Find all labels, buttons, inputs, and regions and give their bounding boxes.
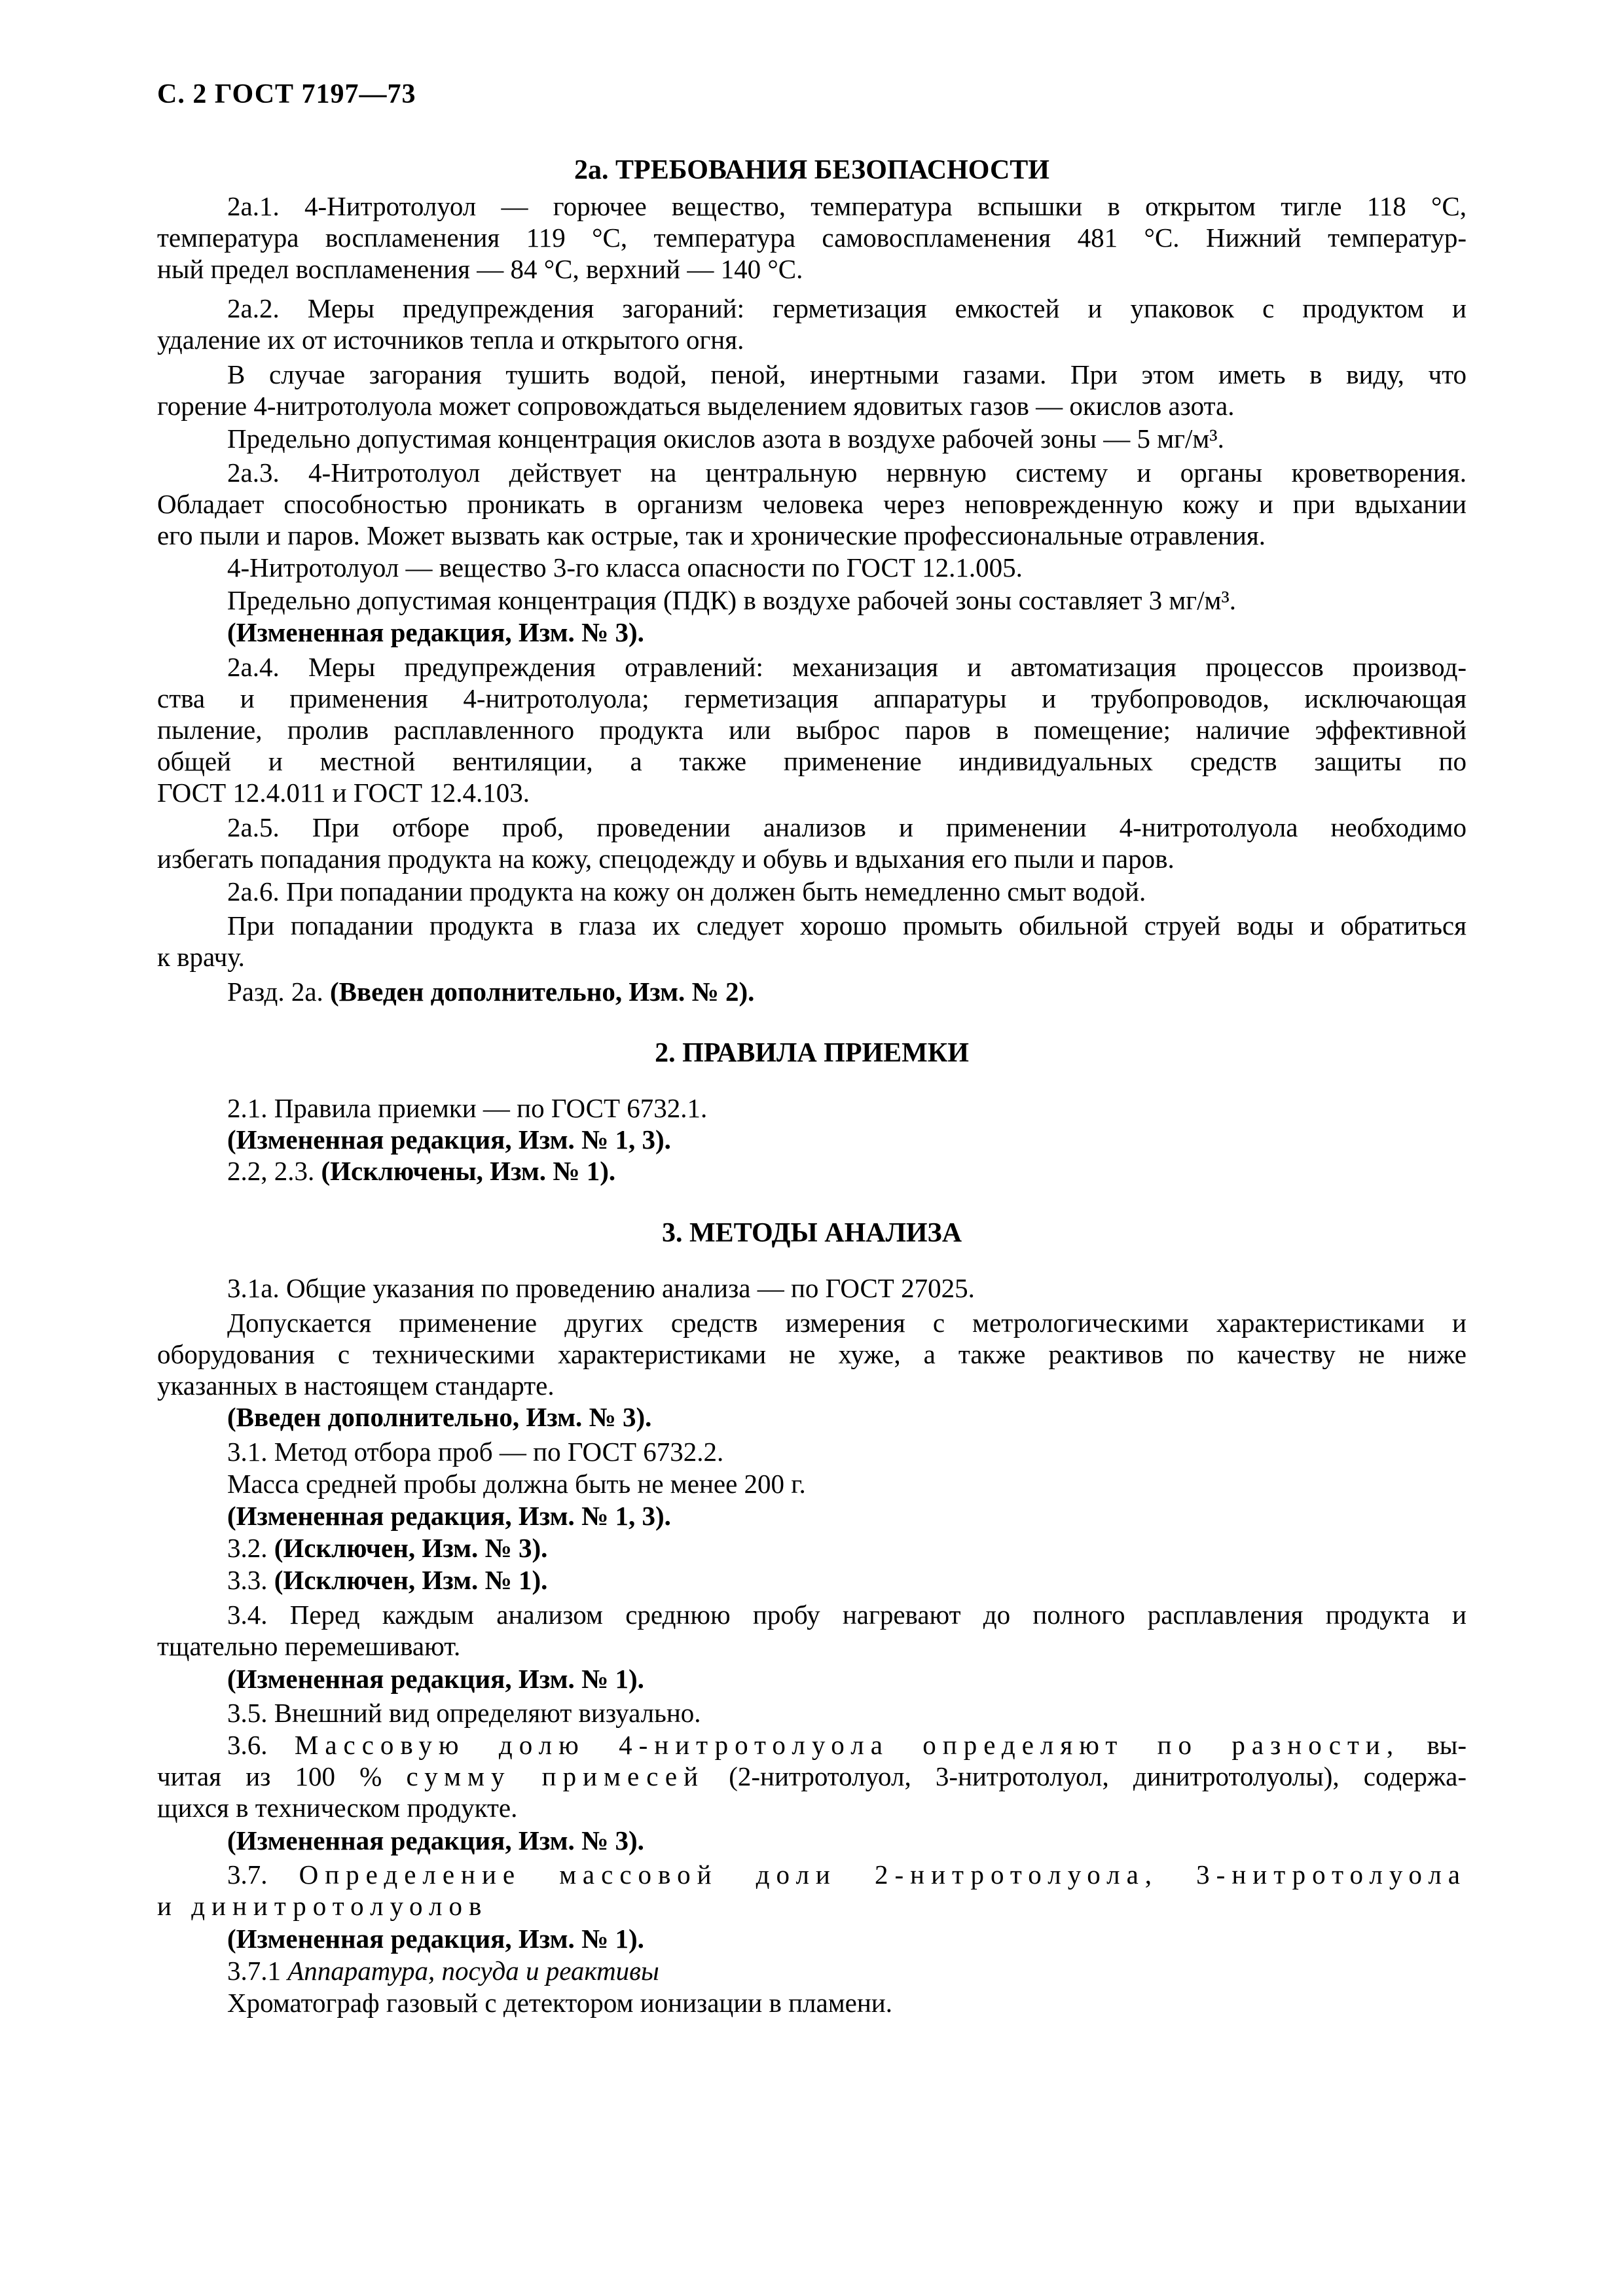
- paragraph-line: 2а.1. 4-Нитротолуол — горючее вещество, температура вспышки в открытом тигле 118 °С,: [227, 191, 1467, 221]
- paragraph-line: общей и местной вентиляции, а также применение индивидуальных средств защиты по: [157, 746, 1467, 776]
- paragraph-line: ный предел воспламенения — 84 °С, верхний — 140 °С.: [157, 254, 803, 284]
- spaced-emphasis: Определение массовой доли 2-нитротолуола, 3-нитротолуола: [299, 1859, 1467, 1890]
- paragraph-line: 2а.3. 4-Нитротолуол действует на центральную нервную систему и органы кроветворения.: [227, 457, 1467, 488]
- paragraph-line: [227, 1859, 1467, 1890]
- paragraph-line: [227, 1155, 1467, 1187]
- clause-number: 3.2.: [227, 1533, 268, 1563]
- paragraph-line: избегать попадания продукта на кожу, спецодежду и обувь и вдыхания его пыли и паров.: [157, 844, 1175, 874]
- clause-number: 3.7.: [227, 1859, 268, 1890]
- amendment-note: (Исключены, Изм. № 1).: [321, 1156, 616, 1186]
- paragraph-line: оборудования с техническими характеристиками не хуже, а также реактивов по качеству не ниже: [157, 1339, 1467, 1369]
- spaced-emphasis: Массовую долю 4-нитротолуола определяют по разности,: [294, 1730, 1400, 1760]
- paragraph-line: к врачу.: [157, 942, 245, 972]
- paragraph-line: Допускается применение других средств измерения с метрологическими характеристиками и: [227, 1308, 1467, 1338]
- paragraph-line: [227, 976, 1467, 1007]
- paragraph-line: 2а.6. При попадании продукта на кожу он должен быть немедленно смыт водой.: [227, 876, 1146, 906]
- section-3-title: 3. МЕТОДЫ АНАЛИЗА: [661, 1218, 962, 1248]
- page-header: С. 2 ГОСТ 7197—73: [157, 79, 416, 109]
- spaced-emphasis: и динитротолуолов: [157, 1891, 488, 1921]
- paragraph-line: Масса средней пробы должна быть не менее 200 г.: [227, 1469, 806, 1499]
- amendment-note: (Введен дополнительно, Изм. № 3).: [227, 1402, 652, 1432]
- paragraph-line: При попадании продукта в глаза их следует хорошо промыть обильной струей воды и обратиться: [227, 910, 1467, 941]
- paragraph-line: [227, 1729, 1467, 1761]
- clause-number: 3.3.: [227, 1565, 268, 1595]
- subsection-title: Аппаратура, посуда и реактивы: [287, 1956, 659, 1986]
- paragraph-line: щихся в техническом продукте.: [157, 1793, 518, 1823]
- paragraph-line: его пыли и паров. Может вызвать как острые, так и хронические профессиональные отравления.: [157, 520, 1266, 550]
- paragraph-line: [157, 1890, 1467, 1922]
- amendment-note: (Измененная редакция, Изм. № 1, 3).: [227, 1124, 671, 1155]
- paragraph-line: 2а.5. При отборе проб, проведении анализов и применении 4-нитротолуола необходимо: [227, 812, 1467, 842]
- paragraph-line: тщательно перемешивают.: [157, 1631, 461, 1661]
- amendment-note: (Измененная редакция, Изм. № 3).: [227, 617, 644, 647]
- paragraph-line: 3.4. Перед каждым анализом среднюю пробу нагревают до полного расплавления продукта и: [227, 1600, 1467, 1630]
- paragraph-line: 3.5. Внешний вид определяют визуально.: [227, 1698, 701, 1728]
- section-reference: Разд. 2а.: [227, 977, 323, 1007]
- amendment-note: (Измененная редакция, Изм. № 3).: [227, 1825, 644, 1856]
- paragraph-line: [227, 1955, 1467, 1986]
- paragraph-line: Хроматограф газовый с детектором ионизации в пламени.: [227, 1988, 892, 2018]
- text-fragment: читая из 100 %: [157, 1761, 382, 1791]
- section-2-title: 2. ПРАВИЛА ПРИЕМКИ: [655, 1038, 969, 1068]
- paragraph-line: Предельно допустимая концентрация (ПДК) в воздухе рабочей зоны составляет 3 мг/м³.: [227, 585, 1237, 615]
- text-fragment: вы-: [1427, 1730, 1467, 1760]
- amendment-note: (Исключен, Изм. № 1).: [274, 1565, 548, 1595]
- paragraph-line: удаление их от источников тепла и открытого огня.: [157, 325, 744, 355]
- paragraph-line: 2.1. Правила приемки — по ГОСТ 6732.1.: [227, 1093, 708, 1123]
- spaced-emphasis: сумму примесей: [406, 1761, 705, 1791]
- paragraph-line: Предельно допустимая концентрация окислов азота в воздухе рабочей зоны — 5 мг/м³.: [227, 423, 1224, 454]
- paragraph-line: указанных в настоящем стандарте.: [157, 1371, 555, 1401]
- paragraph-line: Обладает способностью проникать в организм человека через неповрежденную кожу и при вдыхании: [157, 489, 1467, 519]
- amendment-note: (Введен дополнительно, Изм. № 2).: [330, 977, 755, 1007]
- paragraph-line: 2а.2. Меры предупреждения загораний: герметизация емкостей и упаковок с продуктом и: [227, 293, 1467, 323]
- paragraph-line: [227, 1532, 1467, 1564]
- paragraph-line: В случае загорания тушить водой, пеной, инертными газами. При этом иметь в виду, что: [227, 359, 1467, 389]
- amendment-note: (Измененная редакция, Изм. № 1, 3).: [227, 1501, 671, 1531]
- clause-number: 2.2, 2.3.: [227, 1156, 315, 1186]
- paragraph-line: 2а.4. Меры предупреждения отравлений: механизация и автоматизация процессов производ-: [227, 652, 1467, 682]
- paragraph-line: 3.1а. Общие указания по проведению анализа — по ГОСТ 27025.: [227, 1273, 975, 1303]
- paragraph-line: [157, 1761, 1467, 1792]
- paragraph-line: горение 4-нитротолуола может сопровождаться выделением ядовитых газов — окислов азота.: [157, 391, 1235, 421]
- paragraph-line: [227, 1564, 1467, 1596]
- section-2a-title: 2а. ТРЕБОВАНИЯ БЕЗОПАСНОСТИ: [574, 155, 1049, 185]
- paragraph-line: ства и применения 4-нитротолуола; герметизация аппаратуры и трубопроводов, исключающая: [157, 683, 1467, 713]
- amendment-note: (Измененная редакция, Изм. № 1).: [227, 1664, 644, 1694]
- paragraph-line: ГОСТ 12.4.011 и ГОСТ 12.4.103.: [157, 778, 530, 808]
- amendment-note: (Измененная редакция, Изм. № 1).: [227, 1924, 644, 1954]
- paragraph-line: температура воспламенения 119 °С, температура самовоспламенения 481 °С. Нижний температур-: [157, 223, 1467, 253]
- amendment-note: (Исключен, Изм. № 3).: [274, 1533, 548, 1563]
- clause-number: 3.6.: [227, 1730, 268, 1760]
- paragraph-line: пыление, пролив расплавленного продукта или выброс паров в помещение; наличие эффективной: [157, 715, 1467, 745]
- text-fragment: (2-нитротолуол, 3-нитротолуол, динитротолуолы), содержа-: [729, 1761, 1467, 1791]
- clause-number: 3.7.1: [227, 1956, 281, 1986]
- paragraph-line: 4-Нитротолуол — вещество 3-го класса опасности по ГОСТ 12.1.005.: [227, 552, 1023, 583]
- paragraph-line: 3.1. Метод отбора проб — по ГОСТ 6732.2.: [227, 1437, 724, 1467]
